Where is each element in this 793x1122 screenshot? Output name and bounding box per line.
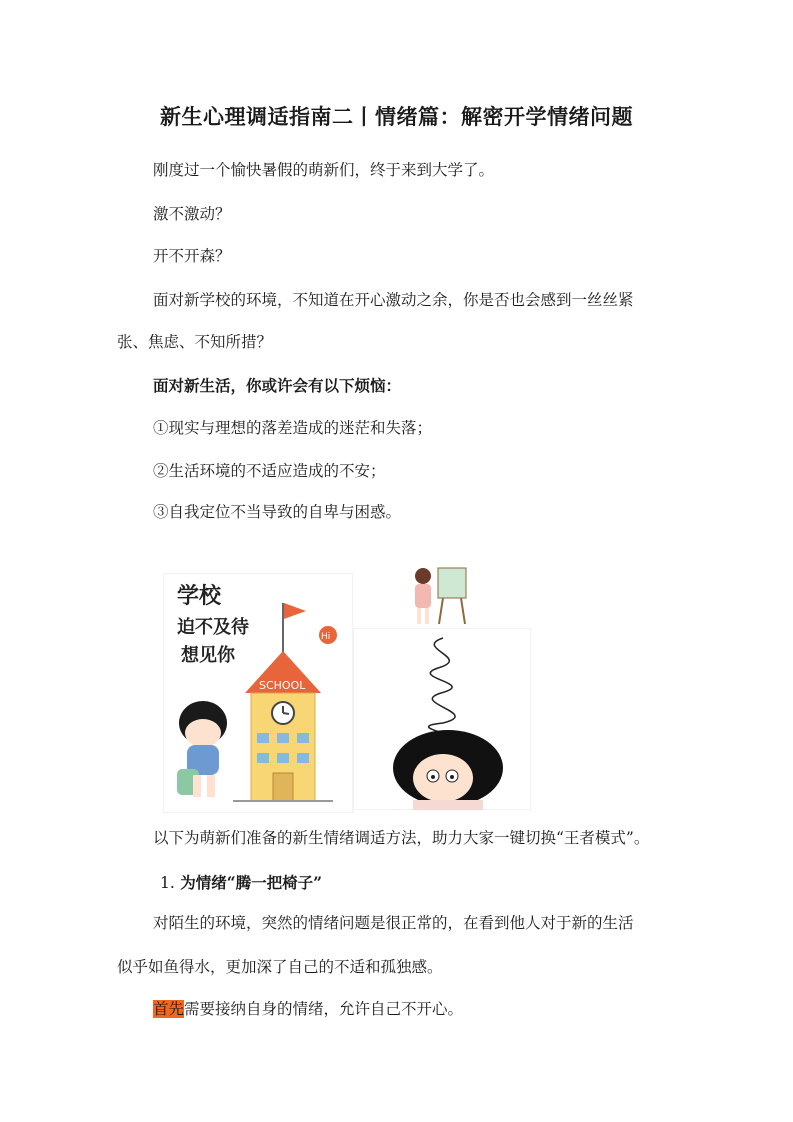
list-item-1: ①现实与理想的落差造成的迷茫和失落； <box>153 419 433 437</box>
section-1-line-1: 对陌生的环境，突然的情绪问题是很正常的，在看到他人对于新的生活 <box>153 914 634 932</box>
school-sign: SCHOOL <box>259 679 306 692</box>
illustration <box>153 528 541 818</box>
section-1-line-3 <box>153 999 463 1019</box>
list-item-2: ②生活环境的不适应造成的不安； <box>153 462 386 480</box>
section-1-number: 1. <box>160 874 175 892</box>
panel-text-line-3: 想见你 <box>181 645 235 666</box>
intro-paragraph: 刚度过一个愉快暑假的萌新们，终于来到大学了。 <box>153 161 495 179</box>
question-2: 开不开森？ <box>153 247 231 265</box>
subheading: 面对新生活，你或许会有以下烦恼： <box>153 376 402 395</box>
student-face <box>185 719 221 747</box>
section-1-line-2: 似乎如鱼得水，更加深了自己的不适和孤独感。 <box>117 958 443 976</box>
list-item-3: ③自我定位不当导致的自卑与困惑。 <box>153 503 402 521</box>
girl-face <box>413 754 473 802</box>
section-1-line-3-rest: 需要接纳自身的情绪，允许自己不开心。 <box>184 1000 464 1018</box>
paragraph-line-2: 张、焦虑、不知所措？ <box>117 333 273 351</box>
section-1-title: 为情绪“腾一把椅子” <box>180 873 323 892</box>
stressed-girl-panel <box>353 628 531 810</box>
paragraph-line-1: 面对新学校的环境，不知道在开心激动之余，你是否也会感到一丝丝紧 <box>153 291 634 309</box>
panel-text-line-2: 迫不及待 <box>177 617 249 638</box>
painter-girl <box>403 558 473 628</box>
school-panel <box>163 573 353 813</box>
document-title: 新生心理调适指南二丨情绪篇：解密开学情绪问题 <box>160 104 633 129</box>
methods-paragraph: 以下为萌新们准备的新生情绪调适方法，助力大家一键切换“王者模式”。 <box>153 829 650 847</box>
panel-text-line-1: 学校 <box>177 584 222 609</box>
flag-badge: Hi <box>321 632 331 642</box>
question-1: 激不激动？ <box>153 205 231 223</box>
highlighted-text: 首先 <box>153 1000 185 1018</box>
section-1-heading <box>160 873 322 893</box>
